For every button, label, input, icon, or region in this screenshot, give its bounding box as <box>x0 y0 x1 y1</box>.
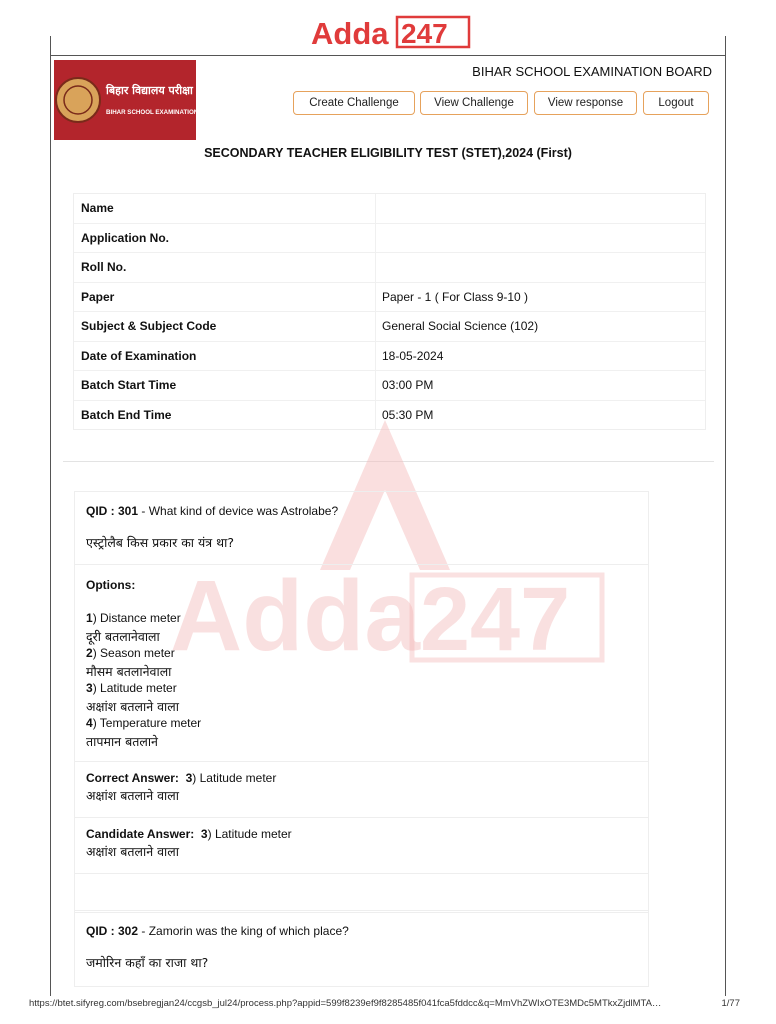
info-row-application-no <box>74 224 705 254</box>
info-row-paper <box>74 283 705 313</box>
info-value: 18-05-2024 <box>382 348 444 363</box>
section-divider <box>63 461 714 462</box>
header-divider <box>50 55 726 56</box>
options-section <box>75 565 648 762</box>
candidate-info-table <box>73 193 706 430</box>
correct-answer-section: Correct Answer: 3) Latitude meter अक्षांश बतलाने वाला <box>75 762 648 818</box>
info-value: Paper - 1 ( For Class 9-10 ) <box>382 289 529 304</box>
info-label: Batch Start Time <box>74 371 376 400</box>
svg-text:247: 247 <box>401 18 448 49</box>
question-text-hi: जमोरिन कहाँ का राजा था? <box>86 955 209 970</box>
bseb-seal-logo <box>54 60 223 140</box>
view-response-button[interactable]: View response <box>534 91 637 115</box>
candidate-answer-text: ) Latitude meter <box>207 827 292 841</box>
exam-title: SECONDARY TEACHER ELIGIBILITY TEST (STET),2024 (First) <box>204 146 572 160</box>
info-row-date <box>74 342 705 372</box>
info-label: Roll No. <box>74 253 376 282</box>
option-3: 3) Latitude meter <box>86 681 177 695</box>
empty-row <box>75 874 648 912</box>
info-value: 03:00 PM <box>382 378 434 393</box>
question-text-en: - Zamorin was the king of which place? <box>138 924 349 938</box>
info-row-batch-end <box>74 401 705 430</box>
info-label: Name <box>74 194 376 223</box>
question-card-301 <box>74 491 649 913</box>
logout-button[interactable]: Logout <box>643 91 709 115</box>
option-4-hi: तापमान बतलाने <box>86 733 158 749</box>
info-row-batch-start <box>74 371 705 401</box>
question-header <box>75 911 648 971</box>
footer-url: https://btet.sifyreg.com/bsebregjan24/ccgsb_jul24/process.php?appid=599f8239ef9f8285485f041fca5fddcc&q=MmVhZWIxOTE3MDc5MTkxZjdlMTA… <box>29 998 662 1009</box>
correct-answer-text: ) Latitude meter <box>192 771 277 785</box>
view-challenge-button[interactable]: View Challenge <box>420 91 528 115</box>
svg-text:Adda: Adda <box>170 560 420 672</box>
info-value: General Social Science (102) <box>382 319 539 334</box>
info-value <box>376 194 705 223</box>
question-text-hi: एस्ट्रोलैब किस प्रकार का यंत्र था? <box>86 535 234 550</box>
question-card-302 <box>74 910 649 987</box>
info-label: Subject & Subject Code <box>74 312 376 341</box>
candidate-answer-label: Candidate Answer: <box>86 827 195 841</box>
info-value <box>376 224 705 253</box>
svg-text:247: 247 <box>420 570 571 670</box>
correct-answer-label: Correct Answer: <box>86 771 179 785</box>
info-row-subject <box>74 312 705 342</box>
board-name: BIHAR SCHOOL EXAMINATION BOARD <box>472 64 712 79</box>
svg-text:Adda: Adda <box>311 16 389 51</box>
svg-text:बिहार विद्यालय परीक्षा समिति: बिहार विद्यालय परीक्षा समिति <box>106 84 223 97</box>
left-border <box>50 36 51 996</box>
info-value <box>376 253 705 282</box>
footer-page-number: 1/77 <box>721 998 740 1009</box>
candidate-answer-hi: अक्षांश बतलाने वाला <box>86 844 180 859</box>
adda247-logo <box>311 14 471 50</box>
options-label: Options: <box>86 578 136 592</box>
info-label: Batch End Time <box>74 401 376 430</box>
qid-label: QID : 302 <box>86 924 139 938</box>
info-row-name <box>74 194 705 224</box>
option-4: 4) Temperature meter <box>86 716 202 730</box>
option-1-hi: दूरी बतलानेवाला <box>86 628 160 644</box>
create-challenge-button[interactable]: Create Challenge <box>293 91 415 115</box>
options-list <box>86 610 637 750</box>
info-row-roll-no <box>74 253 705 283</box>
qid-label: QID : 301 <box>86 504 139 518</box>
info-label: Application No. <box>74 224 376 253</box>
info-label: Paper <box>74 283 376 312</box>
info-value: 05:30 PM <box>382 407 434 422</box>
svg-text:BIHAR SCHOOL EXAMINATION BOARD: BIHAR SCHOOL EXAMINATION BOARD <box>106 109 223 116</box>
info-label: Date of Examination <box>74 342 376 371</box>
candidate-answer-section: Candidate Answer: 3) Latitude meter अक्षांश बतलाने वाला <box>75 818 648 874</box>
question-text-en: - What kind of device was Astrolabe? <box>138 504 339 518</box>
correct-answer-hi: अक्षांश बतलाने वाला <box>86 788 180 803</box>
option-2-hi: मौसम बतलानेवाला <box>86 663 172 679</box>
right-border <box>725 36 726 996</box>
question-header <box>75 492 648 565</box>
option-2: 2) Season meter <box>86 646 175 660</box>
option-3-hi: अक्षांश बतलाने वाला <box>86 698 180 714</box>
option-1: 1) Distance meter <box>86 611 181 625</box>
